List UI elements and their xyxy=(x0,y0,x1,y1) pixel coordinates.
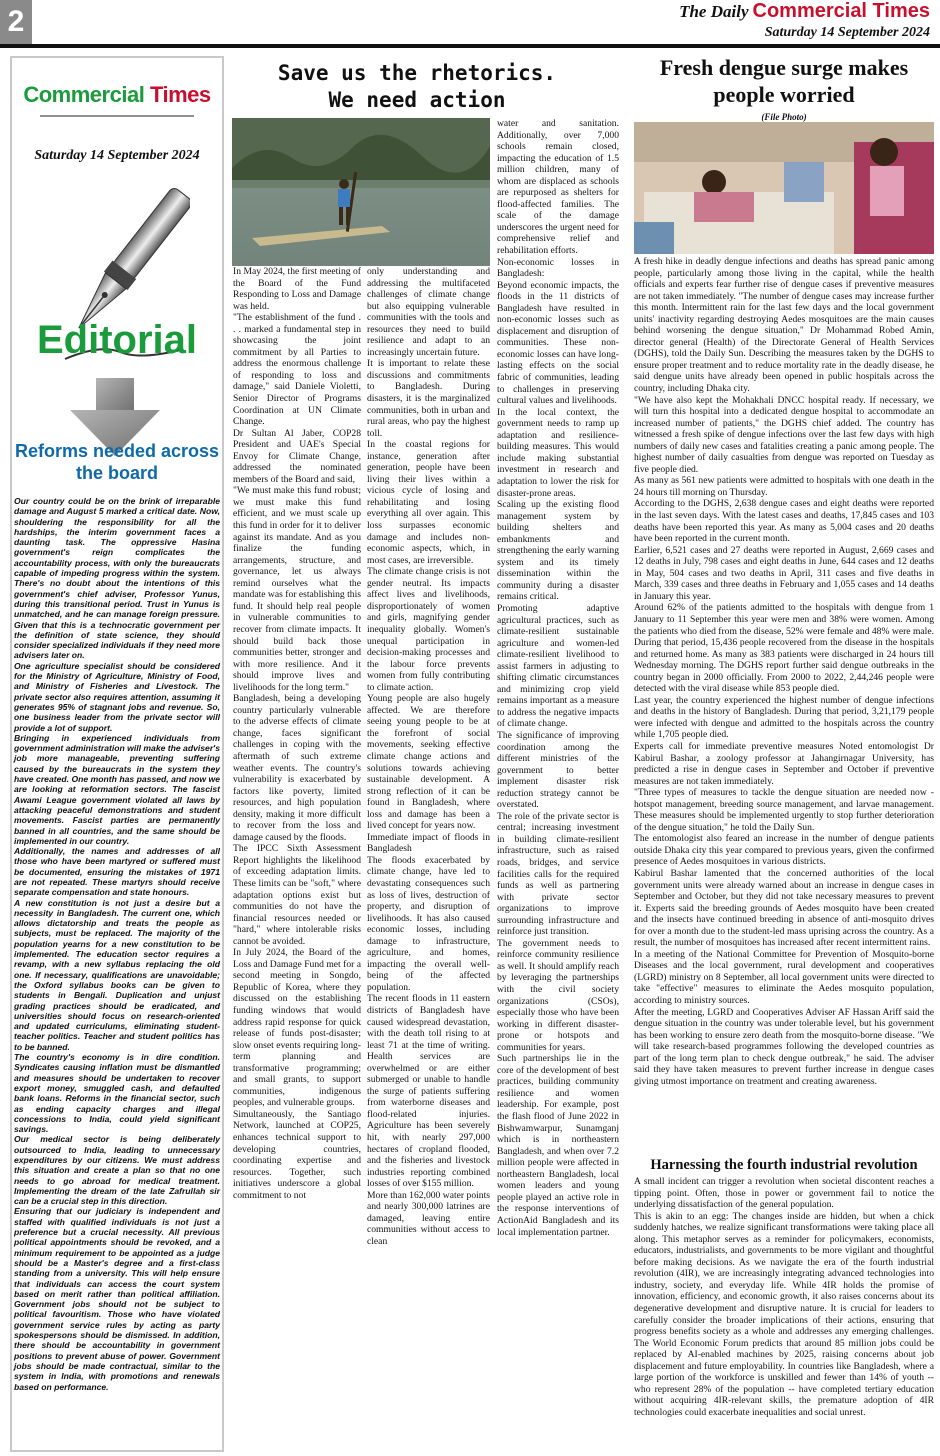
sidebar-paragraph: Ensuring that our judiciary is independent and staffed with qualified individuals is not just a preference but a crucial necessity. All previous political appointments should be revoked, and a minimum requirement to be appointed as a judge should be a Master's degree and a first-class standing from a university. This will help ensure that individuals can access the court system based on merit rather than political affiliation. Government jobs should not be subject to political favouritism. Those who have violated government service rules by acting as party spokespersons should be dismissed. In addition, there should be accountability in government positions to prevent abuse of power. Government jobs should be made contractual, similar to the system in India, with promotions and renewals based on performance. xyxy=(14,1206,220,1392)
article-paragraph: The role of the private sector is central; increasing investment in building climate-resilient infrastructure, such as raised roads, bridges, and service facilities calls for the required funds as well as partnering with private sector organizations to improve surrounding infrastructure and reinforce just transition. xyxy=(497,810,619,938)
dengue-paragraph: Around 62% of the patients admitted to the hospitals with dengue from 1 January to 11 September this year were men and 38% were women. Among the patients who died from the disease, 52% were female and 48% were male. During that period, 15,436 people recovered from the disease in the hospitals and returned home. As many as 383 patients were discharged in 24 hours till Wednesday morning. The DGHS report further said dengue outbreaks in the country began in 2000 officially. From 2000 to 2022, 2,44,246 people were detected with the viral disease while 853 people died. xyxy=(634,602,934,695)
sidebar-paragraph: Additionally, the names and addresses of all those who have been martyred or suffered must be documented, ensuring the mistakes of 1971 are not repeated. These martyrs should receive separate compensation and state honours. xyxy=(14,846,220,898)
dengue-paragraph: Experts call for immediate preventive measures Noted entomologist Dr Kabirul Bashar, a zoology professor at Jahangirnagar University, has predicted a rise in dengue cases in September and October if preventive measures are not taken immediately. xyxy=(634,740,934,787)
dengue-paragraph: Last year, the country experienced the highest number of dengue infections and deaths in the history of Bangladesh. During that period, 3,21,179 people were infected with dengue and admitted to the hospitals across the country while 1,705 people died. xyxy=(634,694,934,741)
article-paragraph: Simultaneously, the Santiago Network, launched at COP25, enhances technical support to developing countries, coordinating expertise and resources. Together, such initiatives underscore a global commitment to not xyxy=(233,1108,361,1201)
dengue-paragraph: Earlier, 6,521 cases and 27 deaths were reported in August, 2,669 cases and 12 deaths in July, 798 cases and eight deaths in June, 644 cases and 12 deaths in May, 504 cases and two deaths in April, 311 cases and five deaths in March, 339 cases and three deaths in February and 1,055 cases and 14 deaths in January this year. xyxy=(634,544,934,602)
article-paragraph: Young people are also hugely affected. We are therefore seeing young people to be at the forefront of social movements, seeking effective climate change actions and solutions towards achieving sustainable development. A strong reflection of it can be found in Bangladesh, where loss and damage has been a lived concept for years now. xyxy=(367,693,490,832)
dengue-paragraph: As many as 561 new patients were admitted to hospitals with one death in the 24 hours till morning on Thursday. xyxy=(634,475,934,498)
sidebar-paragraph: One agriculture specialist should be considered for the Ministry of Agriculture, Ministry of Food, and Ministry of Fisheries and Livestock. The private sector also requires attention, assuming it generates 95% of stagnant jobs and revenue. So, one business leader from the private sector will provide a lot of support. xyxy=(14,660,220,733)
fourth-ir-paragraph: This is akin to an egg: The changes inside are hidden, but when a chick suddenly hatches, we realize significant transformations were taking place all along. This metaphor serves as a reminder for policymakers, economists, educators, industrialists, and governments to be more vigilant and thoughtful before making decisions. As we navigate the era of the fourth industrial revolution (4IR), we are increasingly integrating advanced technologies into industry, society, and everyday life. While 4IR holds the promise of innovation, efficiency, and economic growth, it also raises concerns about its degenerative development and disruptive nature. It is crucial for leaders to carefully consider the broader implications of their actions, ensuring that progress benefits society as a whole and addresses any emerging challenges. The World Economic Forum predicts that around 85 million jobs could be replaced by AI-enabled machines by 2025, raising concerns about job displacement and future employability. In countries like Bangladesh, where a large portion of the workforce is unskilled and fewer than 14% of youth -- who represent 28% of the population -- have completed tertiary education without acquiring 4IR-relevant skills, the premature adoption of 4IR technologies could exacerbate inequalities and social unrest. xyxy=(634,1210,934,1418)
article-paragraph: Non-economic losses in Bangladesh: xyxy=(497,256,619,280)
sidebar-logo-rule xyxy=(10,114,224,144)
fourth-ir-paragraph: A small incident can trigger a revolution when societal discontent reaches a tipping point. Often, those in power or government fail to notice the underlying dissatisfaction of the general population. xyxy=(634,1176,934,1211)
article-paragraph: Beyond economic impacts, the floods in the 11 districts of Bangladesh have resulted in non-economic losses such as displacement and disruption of communities. These non-economic losses can have long-lasting effects on the social fabric of communities, leading to challenges in preserving cultural values and livelihoods. xyxy=(497,279,619,407)
article-column-1 xyxy=(233,266,361,1201)
sidebar-paragraph: A new constitution is not just a desire but a necessity in Bangladesh. The current one, which allows dictatorship and treats the people as subjects, must be replaced. The majority of the population yearns for a new constitution to be implemented. The education sector requires a revamp, with a new syllabus replacing the old one. If necessary, qualifications are unavoidable; the Oxford syllabus books can be given to students in Bengali. Duplication and unjust grading practices should be eradicated, and universities should focus on research-oriented and updated curriculums, eliminating student-teacher politics. Teacher and student politics has to be banned. xyxy=(14,897,220,1052)
article-headline-line2: We need action xyxy=(328,88,506,112)
article-paragraph: "The establishment of the fund . . . marked a fundamental step in showcasing the joint commitment by all Parties to address the enormous challenge of responding to loss and damage," said Daniele Violetti, Senior Director of Programs Coordination at UN Climate Change. xyxy=(233,312,361,428)
sidebar-paragraph: Bringing in experienced individuals from government administration will make the adviser's job more manageable, preventing suffering caused by the bureaucrats in the system they have created. One month has passed, and now we are looking at reformation sectors. The fascist Awami League government violated all laws by attacking peaceful demonstrations and student movements. Fascist parties are permanently banned in all countries, and the same should be implemented in our country. xyxy=(14,732,220,846)
article-paragraph: The significance of improving coordination among the different ministries of the government to better implement disaster risk reduction strategy cannot be overstated. xyxy=(497,729,619,811)
sidebar-body xyxy=(14,496,220,1392)
sidebar-date: Saturday 14 September 2024 xyxy=(34,148,200,163)
header-rule xyxy=(0,44,940,48)
flood-photo xyxy=(232,118,490,266)
dengue-headline: Fresh dengue surge makes people worried xyxy=(659,55,909,107)
sidebar-logo-part1: Commercial xyxy=(23,82,145,107)
article-paragraph: Bangladesh, being a developing country particularly vulnerable to the adverse effects of climate change, faces significant challenges in coping with the aftermath of such extreme weather events. The country's vulnerability is exacerbated by factors like poverty, limited resources, and high population density, making it more difficult to recover from the loss and damage caused by the floods. xyxy=(233,693,361,843)
sidebar-section-title: Editorial xyxy=(36,318,198,362)
article-paragraph: The government needs to reinforce community resilience as well. It should amplify reach by leveraging the partnerships with the civil society organizations (CSOs), especially those who have been working in different disaster-prone or hotspots and communities for years. xyxy=(497,937,619,1053)
sidebar-headline: Reforms needed across the board xyxy=(14,441,220,483)
dengue-paragraph: Kabirul Bashar lamented that the concerned authorities of the local government units were already warned about an increase in dengue cases in September and October, but they did not take necessary measures to prevent it. Experts said the breeding grounds of Aedes mosquito have been created and the insects have continued breeding in absence of anti-mosquito drives for over a month due to the student-led mass uprising across the country. As a result, the number of mosquitoes has increased after recent intermittent rains. xyxy=(634,867,934,949)
page-number: 2 xyxy=(0,0,32,44)
article-paragraph: The floods exacerbated by climate change, have led to devastating consequences such as loss of lives, destruction of property, and disruption of livelihoods. It has also caused economic losses, including damage to infrastructure, agriculture, and homes, impacting the overall well-being of the affected population. xyxy=(367,854,490,993)
article-paragraph: In the local context, the government needs to ramp up adaptation and resilience-building measures. This would include making substantial investment in research and adaptation to lower the risk for disaster-prone areas. xyxy=(497,406,619,499)
article-paragraph: "We must make this fund robust; we must make this fund efficient, and we must scale up this fund in order for it to deliver against its mandate. And as you finalize the funding arrangements, structure, and governance, let us always remind ourselves what the mandate was for establishing this fund. It should help real people in vulnerable communities to recover from climate impacts. It should build back those communities better, stronger and with more resilience. And it should improve lives and livelihoods for the long term." xyxy=(233,485,361,693)
article-paragraph: In the coastal regions for instance, generation after generation, people have been living their lives within a vicious cycle of losing and rehabilitating and losing everything all over again. This loss surpasses economic damage and includes non-economic aspects, which, in most cases, are irreversible. xyxy=(367,439,490,566)
article-paragraph: Immediate impact of floods in Bangladesh xyxy=(367,831,490,855)
dengue-paragraph: The entomologist also feared an increase in the number of dengue patients outside Dhaka city this year compared to previous years, given the confirmed presence of Aedes mosquitoes in various districts. xyxy=(634,833,934,868)
dengue-body xyxy=(634,256,934,1087)
sidebar-paragraph: Our medical sector is being deliberately outsourced to India, leading to unnecessary expenditures by our citizens. We must address this situation and create a plan so that no one needs to go abroad for medical treatment. Implementing the dream of the late Zafrullah sir can be a crucial step in this direction. xyxy=(14,1134,220,1207)
article-paragraph: In May 2024, the first meeting of the Board of the Fund Responding to Loss and Damage was held. xyxy=(233,266,361,312)
sidebar-paragraph: The country's economy is in dire condition. Syndicates causing inflation must be dismantled and measures should be undertaken to recover export money, smuggled cash, and defaulted bank loans. Reforms in the financial sector, such as ending capacity charges and illegal concessions to India, could yield significant savings. xyxy=(14,1052,220,1135)
fourth-ir-headline: Harnessing the fourth industrial revolution xyxy=(650,1157,918,1173)
photo-caption: (File Photo) xyxy=(761,112,807,122)
sidebar-logo-part2: Times xyxy=(149,82,211,107)
article-paragraph: Scaling up the existing flood management system by building shelters and embankments and strengthening the early warning system and its timely dissemination within the community during a disaster remains critical. xyxy=(497,499,619,603)
hospital-photo xyxy=(634,122,934,254)
article-headline-line1: Save us the rhetorics. xyxy=(277,61,557,85)
dengue-paragraph: After the meeting, LGRD and Cooperatives Adviser AF Hassan Ariff said the dengue situation in the country was under tolerable level, but his government has been working to ensure zero death from the mosquito-borne disease. "We will take research-based programmes following the developed countries as part of the long term plan to check dengue outbreak," he said. The adviser said they have taken measures to prevent further increase in dengue cases giving utmost importance on treatment and creating awareness. xyxy=(634,1006,934,1087)
article-paragraph: The recent floods in 11 eastern districts of Bangladesh have caused widespread devastation, with the death toll rising to at least 71 at the time of writing. Health services are overwhelmed or are either submerged or unable to handle the surge of patients suffering from waterborne diseases and flood-related injuries. Agriculture has been severely hit, with nearly 297,000 hectares of cropland flooded, and the fisheries and livestock industries reporting combined losses of over $155 million. xyxy=(367,993,490,1190)
article-paragraph: Such partnerships lie in the core of the development of best practices, building community resilience and women leadership. For example, post the flash flood of June 2022 in Bishwamwarpur, Sunamganj which is in northeastern Bangladesh, and when over 7.2 million people were affected in northeastern Bangladesh, local women leaders and young people played an active role in the response interventions of ActionAid Bangladesh and its local implementation partner. xyxy=(497,1053,619,1238)
editorial-sidebar xyxy=(10,56,224,1452)
masthead-date: Saturday 14 September 2024 xyxy=(764,25,930,40)
sidebar-logo xyxy=(10,82,224,108)
dengue-paragraph: In a meeting of the National Committee for Prevention of Mosquito-borne Diseases and the local government, rural development and cooperatives (LGRD) ministry on 8 September, all local government units were directed to take "effective" measures to eliminate the Aedes mosquito population, according to ministry sources. xyxy=(634,948,934,1006)
dengue-paragraph: "Three types of measures to tackle the dengue situation are needed now - hotspot management, breeding source management, and larvae management. These measures should be implemented urgently to stop further deterioration of the dengue situation," he told the Daily Sun. xyxy=(634,787,934,833)
masthead-name: Commercial Times xyxy=(752,0,930,22)
article-paragraph: It is important to relate these discussions and commitments to Bangladesh. During disasters, it is the marginalized communities, both in urban and rural areas, who pay the highest toll. xyxy=(367,358,490,439)
sidebar-paragraph: Our country could be on the brink of irreparable damage and August 5 marked a critical date. Now, shouldering the responsibility for all the hardships, the interim government faces a daunting task. The oppressive Hasina government's reign complicates the accountability process, with only the bureaucrats capable of impeding progress within the system. There's no doubt about the intentions of this government's chief adviser, Professor Yunus, during this transitional period. Trust in Yunus is unmatched, and he can manage foreign pressure. Given that this is a technocratic government per the definition of state science, they should consider specialized individuals if they need more advisers later on. xyxy=(14,496,220,661)
article-paragraph: Promoting adaptive agricultural practices, such as climate-resilient sustainable agriculture and women-led climate-resilient livelihood to assist farmers in adjusting to shifting climatic circumstances and minimizing crop yield remains important as a measure to address the negative impacts of climate change. xyxy=(497,602,619,730)
article-paragraph: More than 162,000 water points and nearly 300,000 latrines are damaged, leaving entire communities without access to clean xyxy=(367,1189,490,1247)
masthead-the: The Daily xyxy=(679,2,749,21)
article-paragraph: The IPCC Sixth Assessment Report highlights the likelihood of exceeding adaptation limits. These limits can be "soft," where adaptation options exist but communities do not have the financial resources needed or "hard," where intolerable risks cannot be avoided. xyxy=(233,843,361,947)
article-column-3 xyxy=(497,118,619,1238)
article-column-2 xyxy=(367,266,490,1247)
dengue-paragraph: "We have also kept the Mohakhali DNCC hospital ready. If necessary, we will turn this hospital into a dedicated dengue hospital to accommodate an increased number of patients," the DGHS chief added. The country has witnessed a fresh spike of dengue infections over the last few days with high numbers of daily new cases and fatalities creating a panic among people. The highest number of daily casualties from dengue was reported on Tuesday as five people died. xyxy=(634,394,934,475)
article-paragraph: In July 2024, the Board of the Loss and Damage Fund met for a second meeting in Songdo, Republic of Korea, where they discussed on the establishing funding windows that would address rapid response for quick release of funds post-disaster; slow onset events requiring long-term planning and transformative programming; and small grants, to support communities, indigenous peoples, and vulnerable groups. xyxy=(233,947,361,1109)
article-paragraph: water and sanitation. Additionally, over 7,000 schools remain closed, impacting the education of 1.5 million children, many of whom are displaced as schools are repurposed as shelters for flood-affected families. The scale of the damage underscores the urgent need for comprehensive relief and rehabilitation efforts. xyxy=(497,118,619,257)
article-paragraph: Dr Sultan Al Jaber, COP28 President and UAE's Special Envoy for Climate Change, addressed the nominated members of the Board and said, xyxy=(233,427,361,485)
article-paragraph: The climate change crisis is not gender neutral. Its impacts affect lives and livelihoods, disproportionately of women and girls, magnifying gender inequality globally. Women's unequal participation in decision-making processes and the labour force prevents women from fully contributing to climate action. xyxy=(367,566,490,693)
fourth-ir-body xyxy=(634,1176,934,1418)
article-paragraph: only understanding and addressing the multifaceted challenges of climate change but also equipping vulnerable communities with the tools and resources they need to build resilience and adapt to an increasingly uncertain future. xyxy=(367,266,490,358)
masthead xyxy=(679,0,930,41)
dengue-paragraph: A fresh hike in deadly dengue infections and deaths has spread panic among people, particularly among those living in the capital, while the health officials and experts fear further rise of dengue cases if preventive measures are not taken immediately. "The number of dengue cases may increase further this month. Intermittent rain for the last few days and the local government units' inactivity regarding destroying Aedes mosquitoes are the main causes behind worsening the dengue situation," Dr Mohammad Robed Amin, director general (Health) of the Directorate General of Health Services (DGHS), told the Daily Sun. Describing the measures taken by the DGHS to ensure proper treatment and to reduce mortality rate in the deadly disease, he said dengue units have already been opened in public hospitals across the country, including Dhaka city. xyxy=(634,256,934,395)
article-headline xyxy=(232,60,602,114)
dengue-paragraph: According to the DGHS, 2,638 dengue cases and eight deaths were reported in the last seven days. With the latest cases and deaths, 17,845 cases and 103 deaths have been reported this year. As many as 5,004 cases and 20 deaths have been reported in the current month. xyxy=(634,498,934,545)
